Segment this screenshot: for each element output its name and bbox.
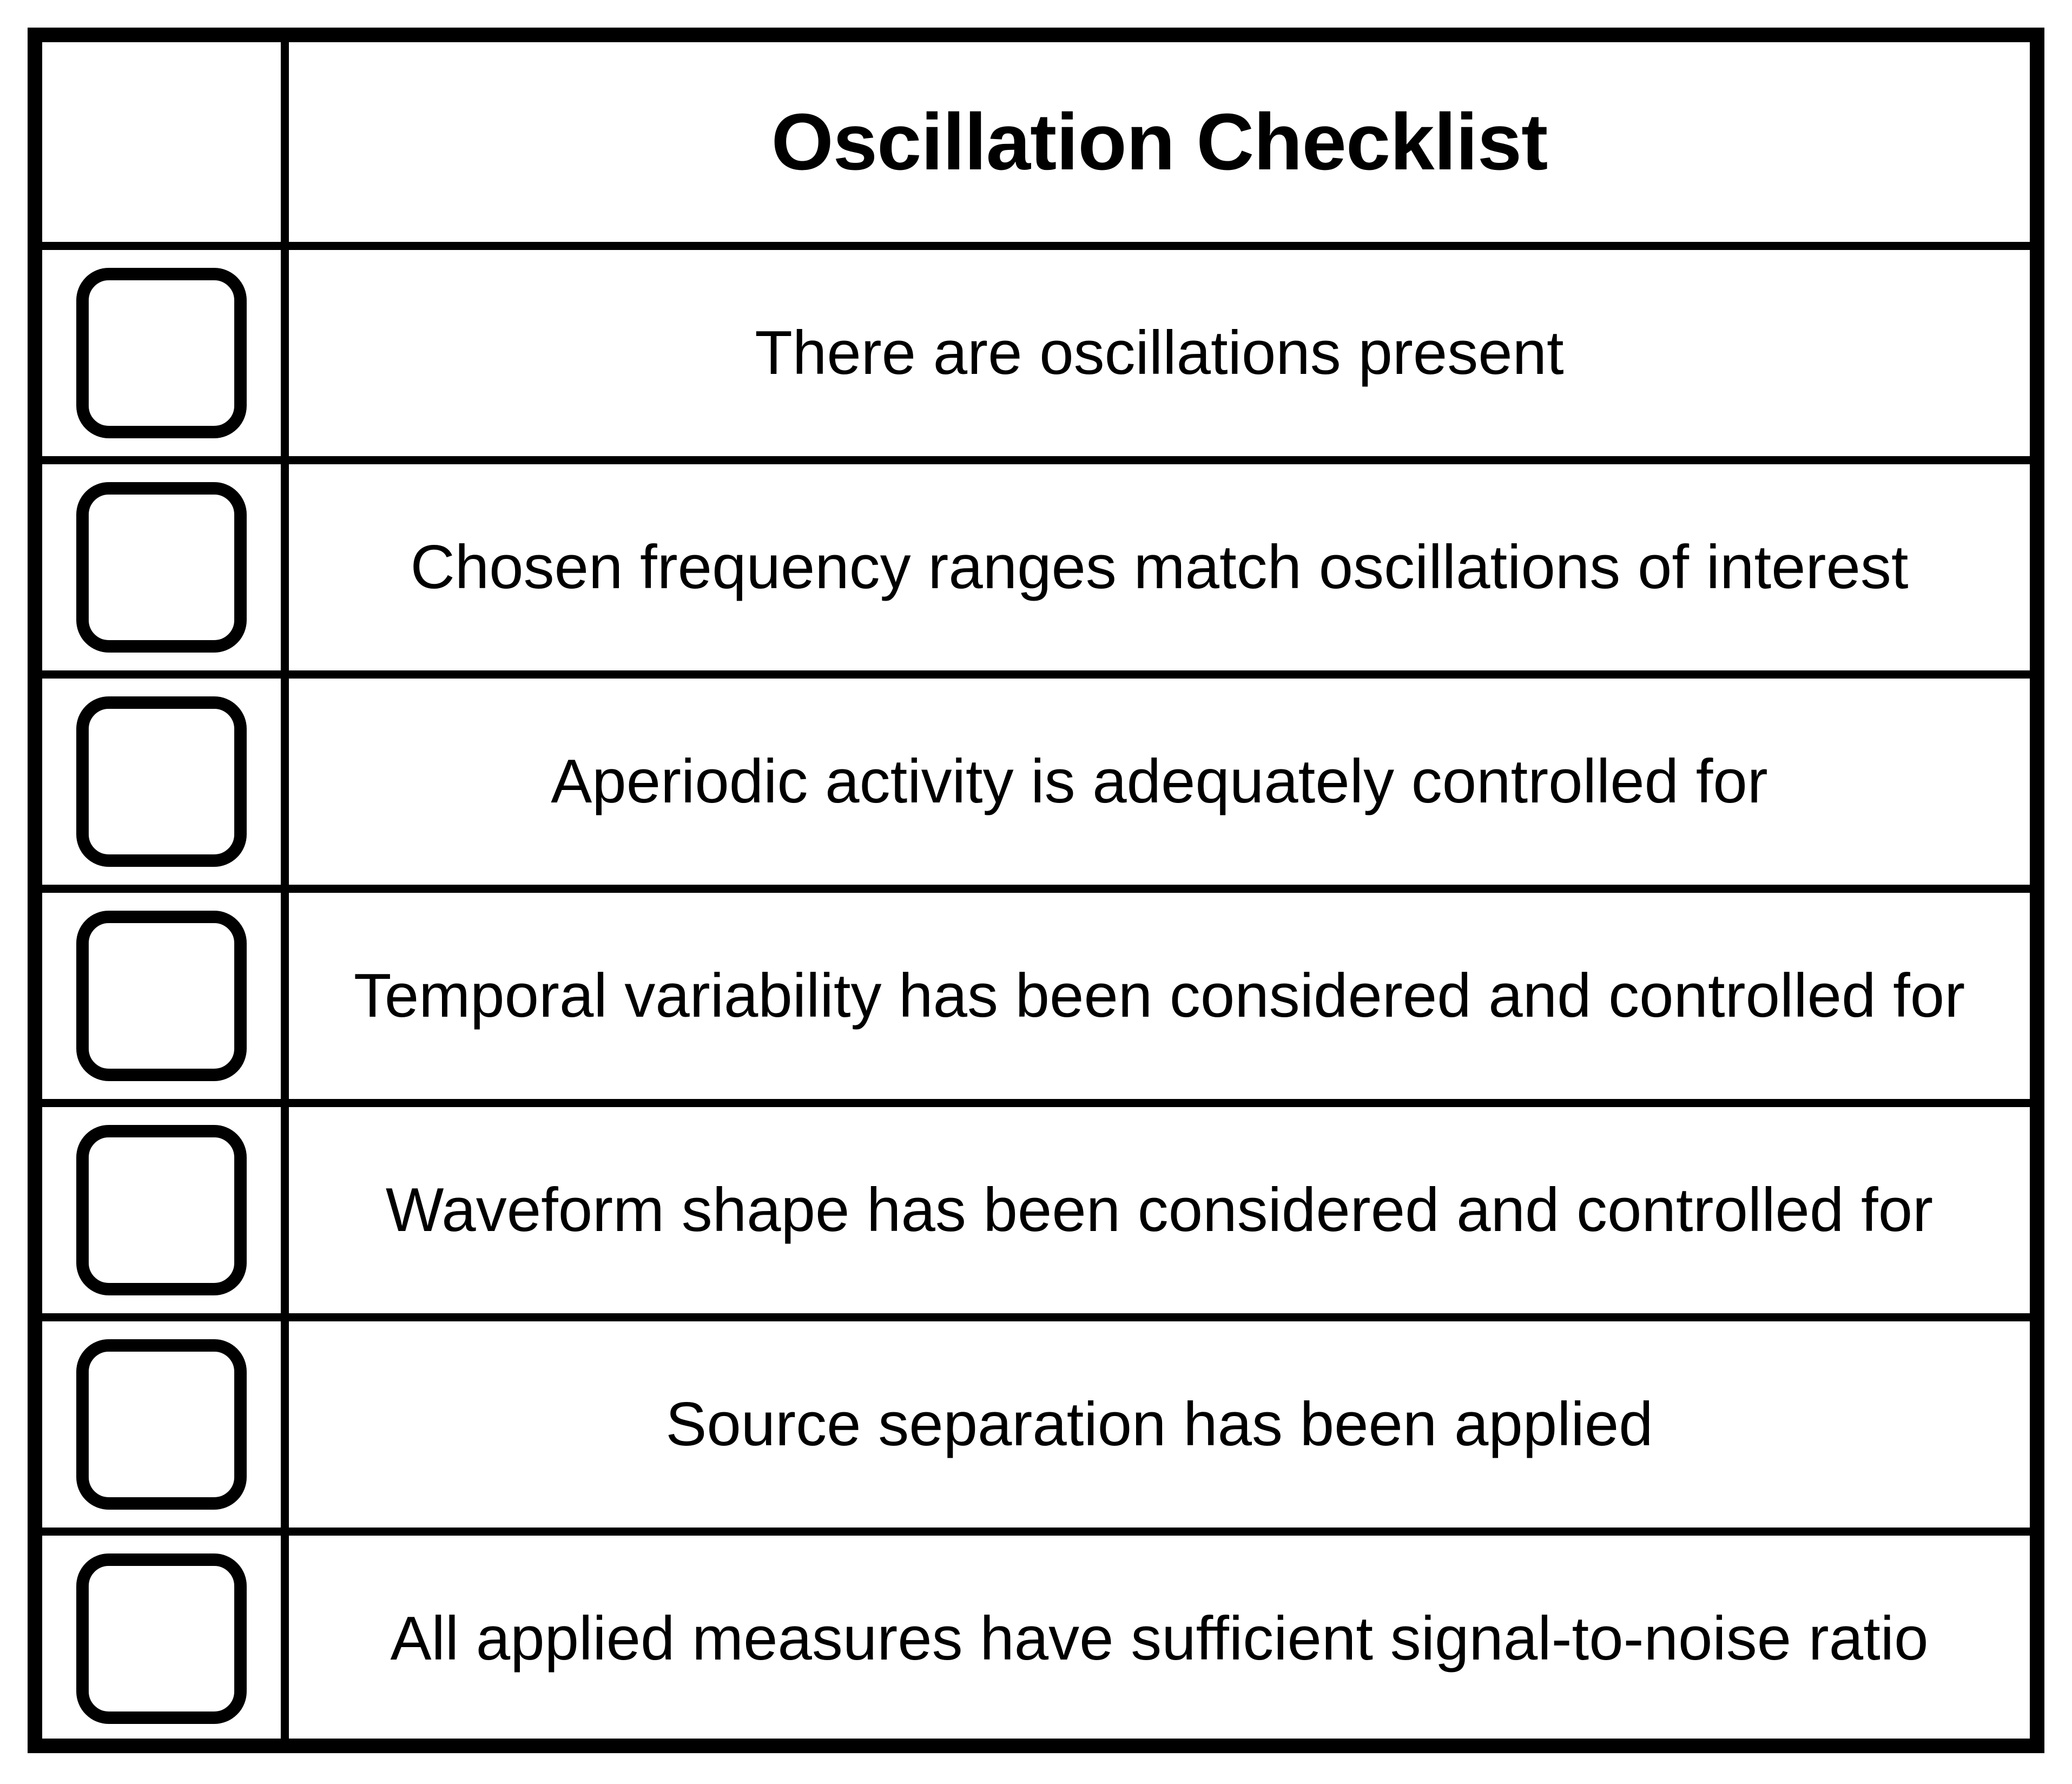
row-divider [42, 242, 2030, 250]
checkbox-source-separation[interactable] [76, 1339, 247, 1510]
row-divider [42, 1313, 2030, 1321]
checkbox-cell [42, 1536, 281, 1742]
item-label-source-separation: Source separation has been applied [665, 1390, 1653, 1459]
item-cell [289, 464, 2030, 670]
row-divider [42, 670, 2030, 679]
item-label-frequency-ranges: Chosen frequency ranges match oscillations of interest [410, 533, 1909, 602]
row-divider [42, 456, 2030, 464]
item-label-temporal-variability: Temporal variability has been considered and controlled for [353, 962, 1965, 1030]
checklist-frame [28, 28, 2044, 1753]
item-cell [289, 679, 2030, 885]
checkbox-cell [42, 1321, 281, 1528]
item-cell [289, 1321, 2030, 1528]
row-divider [42, 1099, 2030, 1107]
row-divider [42, 885, 2030, 893]
item-label-waveform-shape: Waveform shape has been considered and controlled for [385, 1176, 1934, 1245]
header-empty-cell [42, 42, 281, 242]
checkbox-cell [42, 464, 281, 670]
item-label-oscillations-present: There are oscillations present [755, 319, 1564, 387]
checkbox-oscillations-present[interactable] [76, 268, 247, 438]
checkbox-cell [42, 250, 281, 456]
item-cell [289, 893, 2030, 1099]
checkbox-frequency-ranges[interactable] [76, 482, 247, 653]
item-cell [289, 1536, 2030, 1742]
checkbox-aperiodic-activity[interactable] [76, 696, 247, 867]
header-cell [289, 42, 2030, 242]
item-label-aperiodic-activity: Aperiodic activity is adequately controlled for [551, 747, 1768, 816]
checkbox-cell [42, 893, 281, 1099]
item-label-signal-to-noise: All applied measures have sufficient signal-to-noise ratio [390, 1604, 1929, 1673]
checkbox-temporal-variability[interactable] [76, 911, 247, 1081]
checkbox-cell [42, 1107, 281, 1313]
row-divider [42, 1528, 2030, 1536]
checkbox-waveform-shape[interactable] [76, 1125, 247, 1295]
checklist-table [42, 42, 2030, 1739]
item-cell [289, 1107, 2030, 1313]
item-cell [289, 250, 2030, 456]
checklist-title: Oscillation Checklist [771, 97, 1548, 187]
checkbox-signal-to-noise[interactable] [76, 1553, 247, 1724]
checkbox-cell [42, 679, 281, 885]
